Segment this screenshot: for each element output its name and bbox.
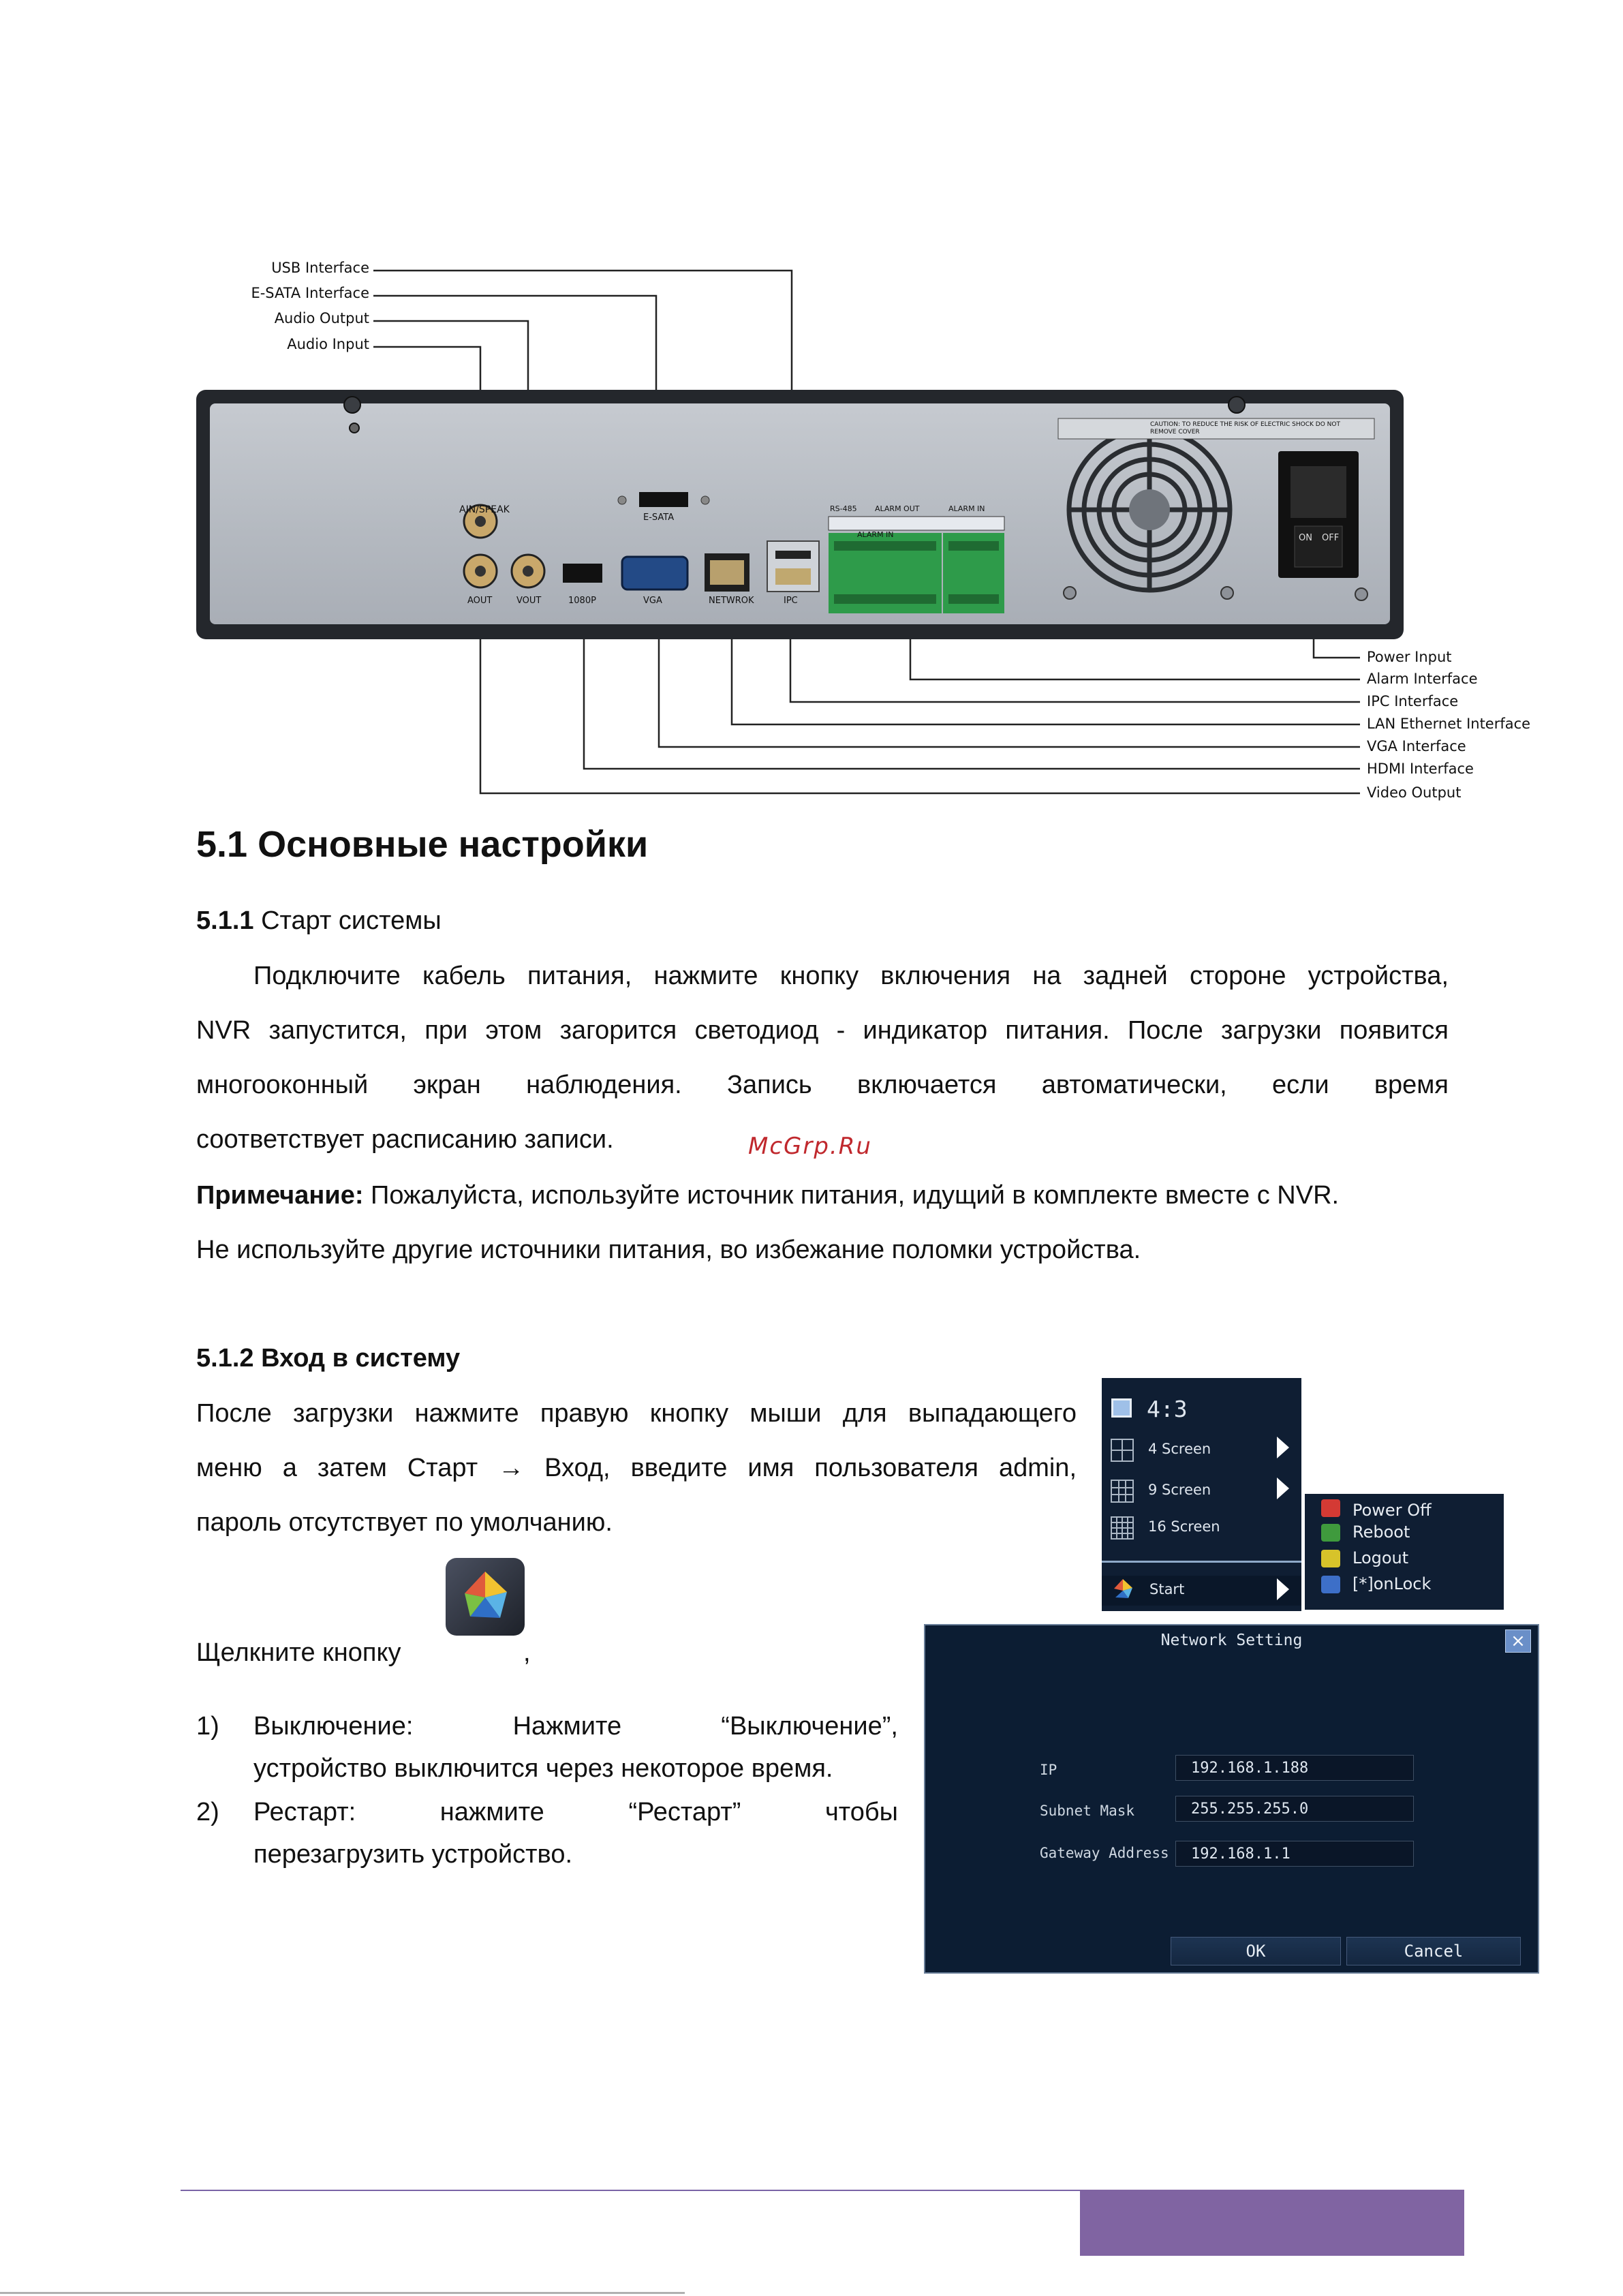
subnet-mask-label: Subnet Mask — [1040, 1803, 1135, 1819]
panel-label-network: NETWROK — [709, 596, 754, 606]
subsection-2-heading: 5.1.2 Вход в систему — [196, 1344, 461, 1373]
list-item-2-line1: Рестарт: нажмите “Рестарт” чтобы — [253, 1798, 898, 1826]
start-button-icon[interactable] — [446, 1558, 525, 1636]
list-item-1-line1: Выключение: Нажмите “Выключение”, — [253, 1712, 898, 1741]
callout-ipc-interface: IPC Interface — [1367, 693, 1459, 709]
callout-alarm-interface: Alarm Interface — [1367, 671, 1478, 687]
gateway-input[interactable]: 192.168.1.1 — [1175, 1841, 1414, 1867]
submenu-reboot[interactable]: Reboot — [1352, 1522, 1410, 1542]
panel-label-esata: E-SATA — [643, 512, 675, 523]
callout-vga-interface: VGA Interface — [1367, 738, 1466, 754]
submenu-logout[interactable]: Logout — [1352, 1548, 1409, 1567]
menu-label-start: Start — [1149, 1581, 1185, 1597]
grid-9-icon — [1110, 1479, 1134, 1503]
menu-divider — [1102, 1561, 1301, 1563]
callout-usb: USB Interface — [271, 260, 369, 276]
panel-switch-off: OFF — [1322, 533, 1340, 543]
panel-label-alarm-in: ALARM IN — [857, 530, 894, 539]
menu-item-4-screen[interactable] — [1102, 1441, 1301, 1468]
panel-label-rs485: RS-485 — [830, 504, 857, 513]
ok-button[interactable]: OK — [1171, 1937, 1341, 1965]
click-text: Щелкните кнопку — [196, 1638, 401, 1667]
menu-item-start[interactable] — [1102, 1576, 1301, 1606]
list-num-1: 1) — [196, 1712, 219, 1741]
list-item-2-line2: перезагрузить устройство. — [253, 1840, 573, 1869]
submenu-lock[interactable]: [*]onLock — [1352, 1574, 1432, 1593]
power-off-icon — [1321, 1499, 1340, 1517]
callout-esata: E-SATA Interface — [251, 285, 369, 301]
menu-label-9-screen: 9 Screen — [1148, 1482, 1211, 1498]
network-setting-dialog — [924, 1624, 1539, 1974]
footer-rule — [181, 2190, 1080, 2191]
note-label: Примечание: — [196, 1181, 364, 1210]
close-button[interactable]: × — [1505, 1629, 1531, 1653]
gateway-label: Gateway Address — [1040, 1845, 1169, 1861]
panel-label-aout: AOUT — [467, 596, 493, 606]
cancel-button[interactable]: Cancel — [1346, 1937, 1521, 1965]
panel-label-vout: VOUT — [516, 596, 542, 606]
panel-switch-on: ON — [1299, 533, 1312, 543]
panel-caution-text: CAUTION: TO REDUCE THE RISK OF ELECTRIC SHOCK DO NOT REMOVE COVER — [1150, 421, 1340, 435]
start-submenu — [1305, 1494, 1504, 1610]
para1-line1: Подключите кабель питания, нажмите кнопку включения на задней стороне устройства, — [253, 962, 1449, 990]
menu-label-16-screen: 16 Screen — [1148, 1518, 1220, 1535]
submenu-arrow-icon — [1277, 1478, 1289, 1499]
note-text: Пожалуйста, используйте источник питания, идущий в комплекте вместе с NVR. — [363, 1181, 1340, 1210]
dialog-title: Network Setting — [1160, 1632, 1303, 1649]
callout-audio-output: Audio Output — [274, 310, 369, 326]
grid-4-icon — [1110, 1438, 1134, 1463]
panel-label-ipc: IPC — [784, 596, 798, 606]
aspect-icon — [1111, 1398, 1132, 1418]
panel-label-hdmi: 1080P — [568, 596, 596, 606]
ip-label: IP — [1040, 1762, 1057, 1778]
context-menu — [1102, 1378, 1301, 1611]
note-line2: Не используйте другие источники питания, во избежание поломки устройства. — [196, 1236, 1141, 1264]
grid-16-icon — [1110, 1516, 1134, 1540]
reboot-icon — [1321, 1524, 1340, 1542]
panel-label-ain: AIN/SPEAK — [459, 504, 510, 515]
para2-line2: меню а затем Старт → Вход, введите имя пользователя admin, — [196, 1454, 1077, 1482]
submenu-arrow-icon — [1277, 1578, 1289, 1600]
bottom-rule — [0, 2292, 685, 2294]
list-num-2: 2) — [196, 1798, 219, 1826]
footer-accent-block — [1080, 2190, 1464, 2256]
subsection-1-title: Старт системы — [253, 906, 442, 935]
callout-video-output: Video Output — [1367, 784, 1462, 801]
list-item-1-line2: устройство выключится через некоторое время. — [253, 1754, 833, 1783]
subsection-1-number: 5.1.1 — [196, 906, 254, 935]
nvr-back-panel — [196, 390, 1404, 639]
submenu-arrow-icon — [1277, 1437, 1289, 1458]
click-comma: , — [523, 1638, 531, 1667]
callout-power-input: Power Input — [1367, 649, 1452, 665]
menu-item-9-screen[interactable] — [1102, 1482, 1301, 1509]
section-heading: 5.1 Основные настройки — [196, 824, 649, 865]
para1-line3: многооконный экран наблюдения. Запись включается автоматически, если время — [196, 1071, 1449, 1099]
menu-item-16-screen[interactable] — [1102, 1518, 1301, 1546]
note-line1 — [196, 1168, 1339, 1223]
menu-label-aspect: 4:3 — [1147, 1396, 1188, 1422]
para1-line4: соответствует расписанию записи. — [196, 1125, 614, 1154]
start-logo-icon — [446, 1558, 525, 1636]
panel-label-alarm-out: ALARM OUT — [875, 504, 920, 513]
start-small-icon — [1111, 1577, 1134, 1600]
panel-label-vga: VGA — [643, 596, 662, 606]
callout-lan-interface: LAN Ethernet Interface — [1367, 716, 1531, 732]
para2-line1: После загрузки нажмите правую кнопку мыши для выпадающего — [196, 1399, 1077, 1428]
lock-icon — [1321, 1576, 1340, 1593]
para2-line3: пароль отсутствует по умолчанию. — [196, 1508, 613, 1537]
panel-label-alarm-in-top: ALARM IN — [948, 504, 985, 513]
subnet-mask-input[interactable]: 255.255.255.0 — [1175, 1796, 1414, 1822]
subsection-1-heading — [196, 906, 442, 936]
callout-hdmi-interface: HDMI Interface — [1367, 761, 1474, 777]
submenu-power-off[interactable]: Power Off — [1352, 1501, 1432, 1520]
site-mark: McGrp.Ru — [748, 1133, 872, 1160]
ip-input[interactable]: 192.168.1.188 — [1175, 1755, 1414, 1781]
para1-line2: NVR запустится, при этом загорится светодиод - индикатор питания. После загрузки появится — [196, 1016, 1449, 1045]
callout-audio-input: Audio Input — [287, 336, 369, 352]
menu-item-aspect[interactable] — [1102, 1397, 1301, 1424]
logout-icon — [1321, 1550, 1340, 1567]
menu-label-4-screen: 4 Screen — [1148, 1441, 1211, 1457]
